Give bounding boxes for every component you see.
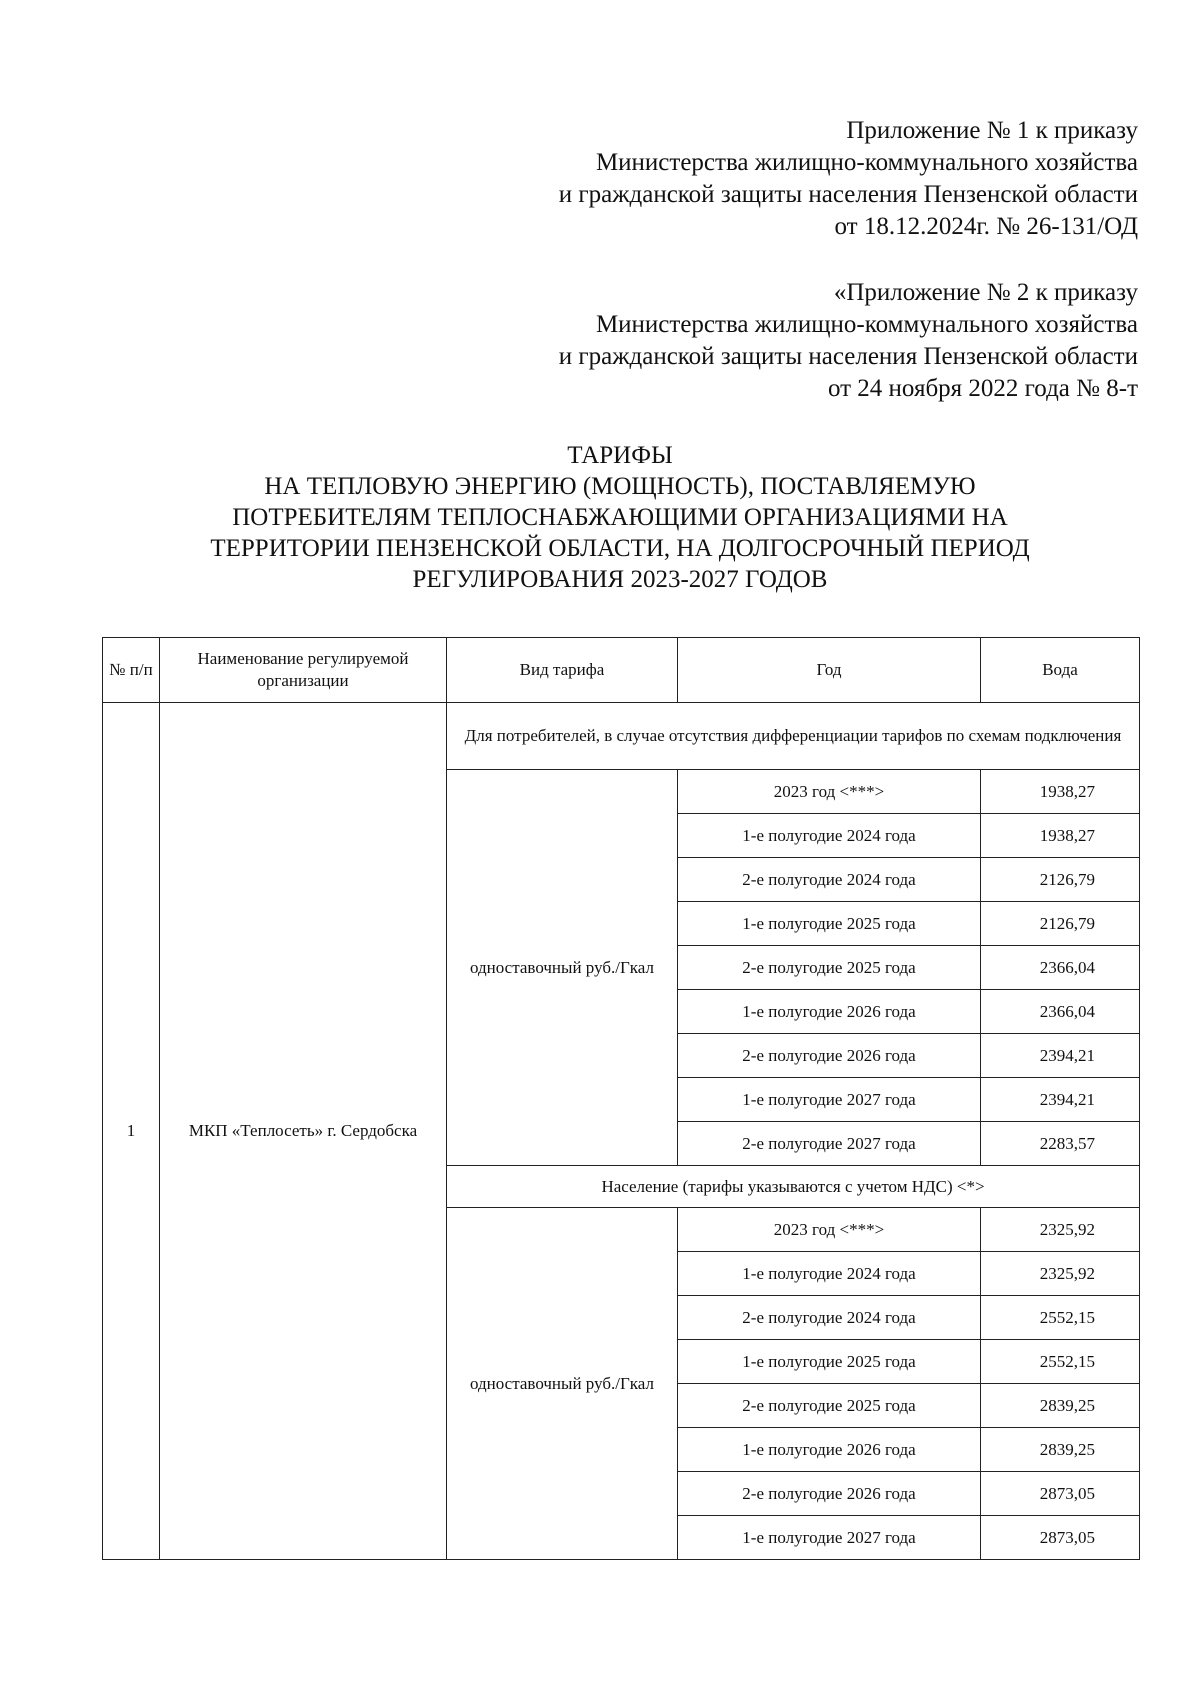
header-line: «Приложение № 2 к приказу: [833, 279, 1138, 306]
amended-appendix-header: [559, 277, 1138, 405]
year-cell: 1-е полугодие 2025 года: [678, 1340, 981, 1384]
consumer-group-label: Население (тарифы указываются с учетом НДС) <*>: [447, 1166, 1140, 1208]
tariff-value-cell: 2394,21: [981, 1078, 1140, 1122]
tariff-value-cell: 2873,05: [981, 1472, 1140, 1516]
year-cell: 1-е полугодие 2027 года: [678, 1078, 981, 1122]
header-line: от 18.12.2024г. № 26-131/ОД: [834, 213, 1138, 240]
document-title: [100, 440, 1140, 595]
order-reference-header: [559, 115, 1138, 243]
header-line: и гражданской защиты населения Пензенской области: [558, 181, 1138, 208]
header-line: Приложение № 1 к приказу: [846, 117, 1138, 144]
year-cell: 2023 год <***>: [678, 770, 981, 814]
tariff-kind-cell: одноставочный руб./Гкал: [447, 1208, 678, 1560]
header-cell-tariff-kind: Вид тарифа: [447, 638, 678, 703]
title-line: ТАРИФЫ: [567, 442, 673, 469]
header-line: и гражданской защиты населения Пензенской области: [558, 343, 1138, 370]
tariff-value-cell: 1938,27: [981, 814, 1140, 858]
year-cell: 2-е полугодие 2024 года: [678, 1296, 981, 1340]
tariff-value-cell: 2283,57: [981, 1122, 1140, 1166]
year-cell: 2-е полугодие 2025 года: [678, 1384, 981, 1428]
header-line: Министерства жилищно-коммунального хозяйства: [595, 311, 1138, 338]
tariff-value-cell: 2325,92: [981, 1208, 1140, 1252]
header-line: от 24 ноября 2022 года № 8-т: [827, 375, 1138, 402]
year-cell: 2-е полугодие 2025 года: [678, 946, 981, 990]
tariff-value-cell: 2552,15: [981, 1296, 1140, 1340]
group-row: [103, 703, 1140, 770]
header-cell-year: Год: [678, 638, 981, 703]
year-cell: 1-е полугодие 2026 года: [678, 1428, 981, 1472]
header-cell-organization: Наименование регулируемой организации: [160, 638, 447, 703]
organization-name-cell: МКП «Теплосеть» г. Сердобска: [160, 703, 447, 1560]
tariff-value-cell: 2552,15: [981, 1340, 1140, 1384]
header-cell-number: № п/п: [103, 638, 160, 703]
year-cell: 1-е полугодие 2027 года: [678, 1516, 981, 1560]
title-line: НА ТЕПЛОВУЮ ЭНЕРГИЮ (МОЩНОСТЬ), ПОСТАВЛЯЕМУЮ: [264, 473, 976, 500]
tariff-value-cell: 2126,79: [981, 902, 1140, 946]
year-cell: 1-е полугодие 2024 года: [678, 1252, 981, 1296]
year-cell: 1-е полугодие 2025 года: [678, 902, 981, 946]
header-line: Министерства жилищно-коммунального хозяйства: [595, 149, 1138, 176]
title-line: ТЕРРИТОРИИ ПЕНЗЕНСКОЙ ОБЛАСТИ, НА ДОЛГОСРОЧНЫЙ ПЕРИОД: [210, 535, 1030, 562]
year-cell: 2-е полугодие 2024 года: [678, 858, 981, 902]
tariff-value-cell: 2839,25: [981, 1428, 1140, 1472]
year-cell: 2-е полугодие 2027 года: [678, 1122, 981, 1166]
tariff-value-cell: 2394,21: [981, 1034, 1140, 1078]
title-line: РЕГУЛИРОВАНИЯ 2023-2027 ГОДОВ: [412, 566, 828, 593]
consumer-group-label: Для потребителей, в случае отсутствия дифференциации тарифов по схемам подключения: [447, 703, 1140, 770]
year-cell: 1-е полугодие 2026 года: [678, 990, 981, 1034]
year-cell: 2023 год <***>: [678, 1208, 981, 1252]
tariff-kind-cell: одноставочный руб./Гкал: [447, 770, 678, 1166]
tariff-value-cell: 2325,92: [981, 1252, 1140, 1296]
tariff-value-cell: 2366,04: [981, 946, 1140, 990]
year-cell: 2-е полугодие 2026 года: [678, 1034, 981, 1078]
year-cell: 2-е полугодие 2026 года: [678, 1472, 981, 1516]
tariff-value-cell: 1938,27: [981, 770, 1140, 814]
tariff-value-cell: 2366,04: [981, 990, 1140, 1034]
table-header-row: [103, 638, 1140, 703]
tariff-value-cell: 2126,79: [981, 858, 1140, 902]
tariff-value-cell: 2873,05: [981, 1516, 1140, 1560]
year-cell: 1-е полугодие 2024 года: [678, 814, 981, 858]
header-cell-water: Вода: [981, 638, 1140, 703]
title-line: ПОТРЕБИТЕЛЯМ ТЕПЛОСНАБЖАЮЩИМИ ОРГАНИЗАЦИЯМИ НА: [232, 504, 1008, 531]
tariff-value-cell: 2839,25: [981, 1384, 1140, 1428]
tariff-table: [102, 637, 1140, 1560]
row-number-cell: 1: [103, 703, 160, 1560]
